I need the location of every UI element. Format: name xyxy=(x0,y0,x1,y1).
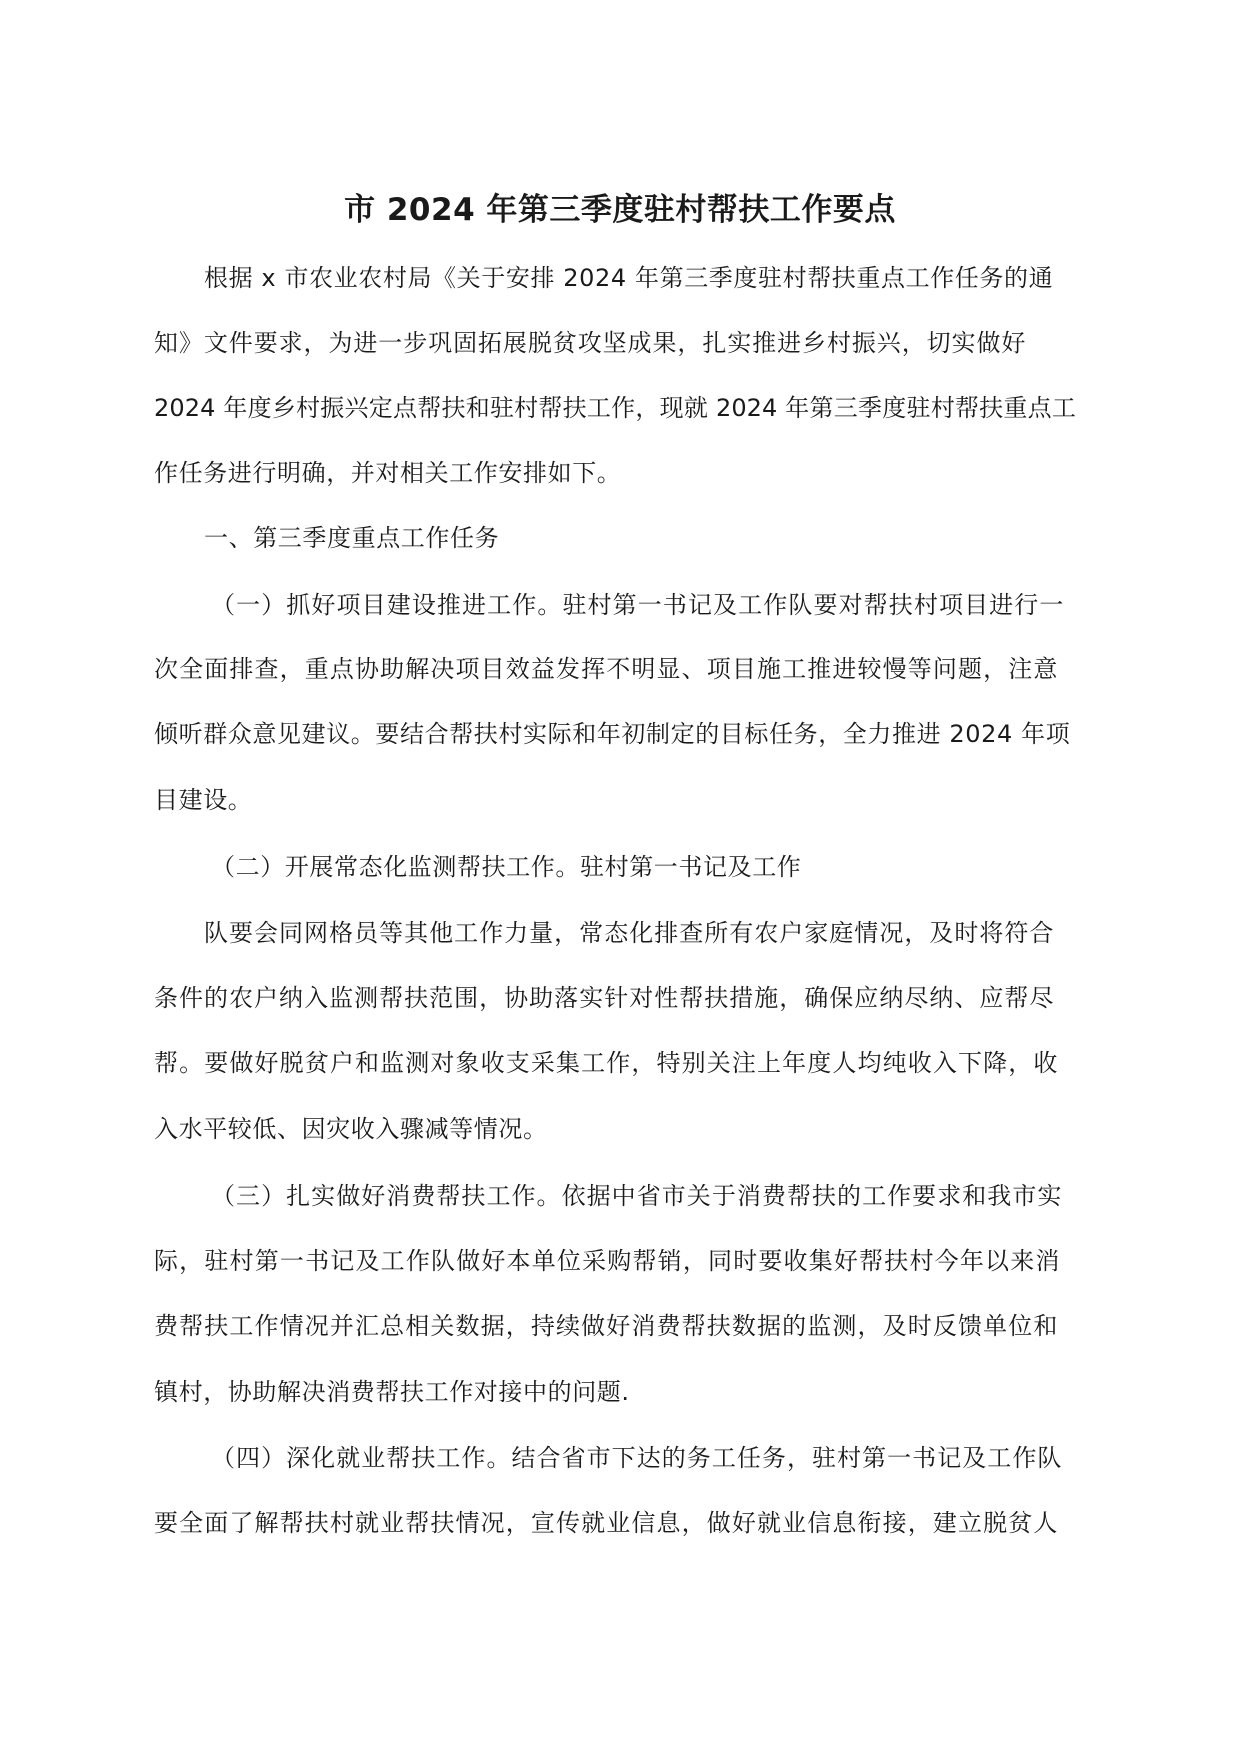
body-line: （四）深化就业帮扶工作。结合省市下达的务工任务，驻村第一书记及工作队 xyxy=(211,1444,1062,1472)
body-line: 际，驻村第一书记及工作队做好本单位采购帮销，同时要收集好帮扶村今年以来消 xyxy=(154,1247,1060,1275)
body-line: 镇村，协助解决消费帮扶工作对接中的问题. xyxy=(154,1378,630,1406)
body-line: 条件的农户纳入监测帮扶范围，协助落实针对性帮扶措施，确保应纳尽纳、应帮尽 xyxy=(154,984,1054,1012)
body-line: （二）开展常态化监测帮扶工作。驻村第一书记及工作 xyxy=(211,853,802,881)
body-line: 要全面了解帮扶村就业帮扶情况，宣传就业信息，做好就业信息衔接，建立脱贫人 xyxy=(154,1509,1058,1537)
body-line: 知》文件要求，为进一步巩固拓展脱贫攻坚成果，扎实推进乡村振兴，切实做好 xyxy=(154,329,1026,357)
body-line: 费帮扶工作情况并汇总相关数据，持续做好消费帮扶数据的监测，及时反馈单位和 xyxy=(154,1312,1058,1340)
body-line: 目建设。 xyxy=(154,786,253,814)
document-title: 市 2024 年第三季度驻村帮扶工作要点 xyxy=(344,192,896,228)
body-line: （一）抓好项目建设推进工作。驻村第一书记及工作队要对帮扶村项目进行一 xyxy=(211,591,1064,619)
body-line: 倾听群众意见建议。要结合帮扶村实际和年初制定的目标任务，全力推进 2024 年项 xyxy=(154,720,1071,748)
body-line: 次全面排查，重点协助解决项目效益发挥不明显、项目施工推进较慢等问题，注意 xyxy=(154,655,1058,683)
body-line: 队要会同网格员等其他工作力量，常态化排查所有农户家庭情况，及时将符合 xyxy=(204,919,1054,947)
body-line: 2024 年度乡村振兴定点帮扶和驻村帮扶工作，现就 2024 年第三季度驻村帮扶重点工 xyxy=(154,394,1076,422)
body-line: （三）扎实做好消费帮扶工作。依据中省市关于消费帮扶的工作要求和我市实 xyxy=(211,1182,1062,1210)
body-line: 入水平较低、因灾收入骤减等情况。 xyxy=(154,1115,548,1143)
body-line: 帮。要做好脱贫户和监测对象收支采集工作，特别关注上年度人均纯收入下降，收 xyxy=(154,1049,1058,1077)
body-line: 作任务进行明确，并对相关工作安排如下。 xyxy=(154,459,622,487)
section-heading: 一、第三季度重点工作任务 xyxy=(204,524,500,552)
body-line: 根据 x 市农业农村局《关于安排 2024 年第三季度驻村帮扶重点工作任务的通 xyxy=(204,264,1054,292)
